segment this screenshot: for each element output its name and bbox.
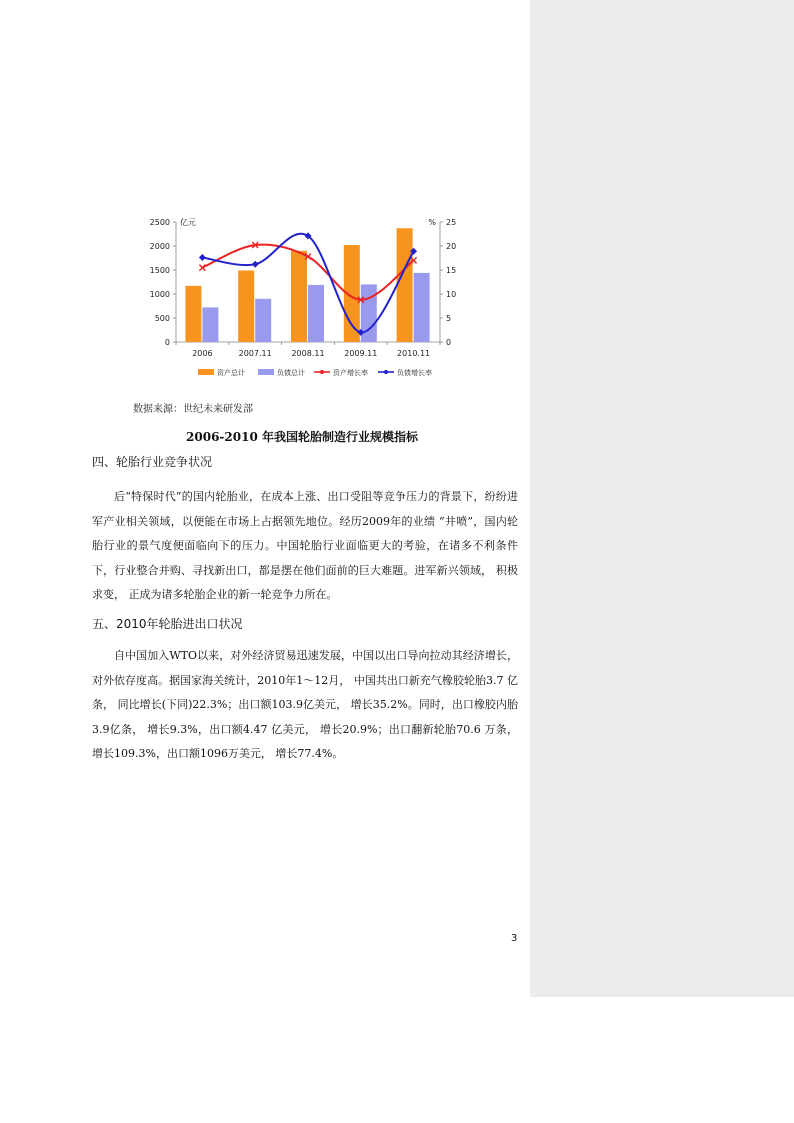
page-number: 3 — [511, 933, 518, 944]
right-tick-label: 0 — [446, 338, 452, 347]
liability-growth-point — [199, 254, 206, 261]
right-tick-label: 25 — [446, 218, 457, 227]
bar-liabilities — [202, 307, 218, 342]
x-tick-label: 2007.11 — [238, 349, 272, 358]
right-tick-label: 20 — [446, 242, 457, 251]
x-tick-label: 2009.11 — [344, 349, 378, 358]
legend-label: 负债增长率 — [397, 369, 432, 377]
right-tick-label: 15 — [446, 266, 457, 275]
chart-svg — [128, 210, 480, 388]
legend-marker — [384, 370, 388, 374]
legend-swatch — [258, 369, 274, 375]
bar-liabilities — [255, 299, 271, 342]
bar-liabilities — [414, 273, 430, 342]
bar-liabilities — [308, 285, 324, 342]
liability-growth-point — [252, 261, 259, 268]
legend-swatch — [198, 369, 214, 375]
legend-label: 负债总计 — [277, 369, 305, 377]
x-tick-label: 2008.11 — [291, 349, 325, 358]
paragraph-competition: 后“特保时代”的国内轮胎业，在成本上涨、出口受阻等竞争压力的背景下，纷纷进军产业相关领域，以便能在市场上占据领先地位。经历2009年的业绩 “井喷”，国内轮胎行业的景气度便面临向下的压力。中国轮胎行业面临更大的考验，在诸多不利条件下，行业整合并购、寻找新出口，都是摆在他们面前的巨大难题。进军新兴领域， 积极求变， 正成为诸多轮胎企业的新一轮竞争力所在。 — [92, 490, 518, 601]
left-tick-label: 1500 — [149, 266, 170, 275]
chart-source: 数据来源：世纪未来研发部 — [133, 404, 253, 415]
section-heading-4: 四、轮胎行业竞争状况 — [92, 455, 213, 469]
left-tick-label: 2500 — [149, 218, 170, 227]
bar-assets — [238, 270, 254, 342]
right-tick-label: 10 — [446, 290, 457, 299]
legend-label: 资产总计 — [217, 369, 245, 377]
left-tick-label: 1000 — [149, 290, 170, 299]
left-tick-label: 0 — [164, 338, 170, 347]
bar-assets — [185, 286, 201, 342]
right-axis-unit: % — [428, 218, 436, 227]
left-tick-label: 2000 — [149, 242, 170, 251]
left-axis-unit: 亿元 — [180, 218, 196, 227]
x-tick-label: 2006 — [192, 349, 213, 358]
chart — [128, 210, 480, 388]
comment-pane — [530, 0, 794, 997]
x-tick-label: 2010.11 — [397, 349, 431, 358]
left-tick-label: 500 — [154, 314, 170, 323]
section-heading-5: 五、2010年轮胎进出口状况 — [92, 617, 243, 631]
right-tick-label: 5 — [446, 314, 452, 323]
chart-caption: 2006-2010 年我国轮胎制造行业规模指标 — [186, 430, 418, 444]
paragraph-import-export: 自中国加入WTO以来，对外经济贸易迅速发展，中国以出口导向拉动其经济增长， 对外依存度高。据国家海关统计，2010年1～12月， 中国共出口新充气橡胶轮胎3.7 亿条， 同比增长(下同)22.3%；出口额103.9亿美元， 增长35.2%。同时，出口橡胶内胎3.9亿条， 增长9.3%，出口额4.47 亿美元， 增长20.9%；出口翻新轮胎70.6 万条， 增长109.3%，出口额1096万美元， 增长77.4%。 — [92, 649, 518, 760]
legend-label: 资产增长率 — [333, 369, 368, 377]
legend-marker — [320, 370, 324, 374]
bar-assets — [397, 228, 413, 342]
bar-assets — [291, 251, 307, 342]
